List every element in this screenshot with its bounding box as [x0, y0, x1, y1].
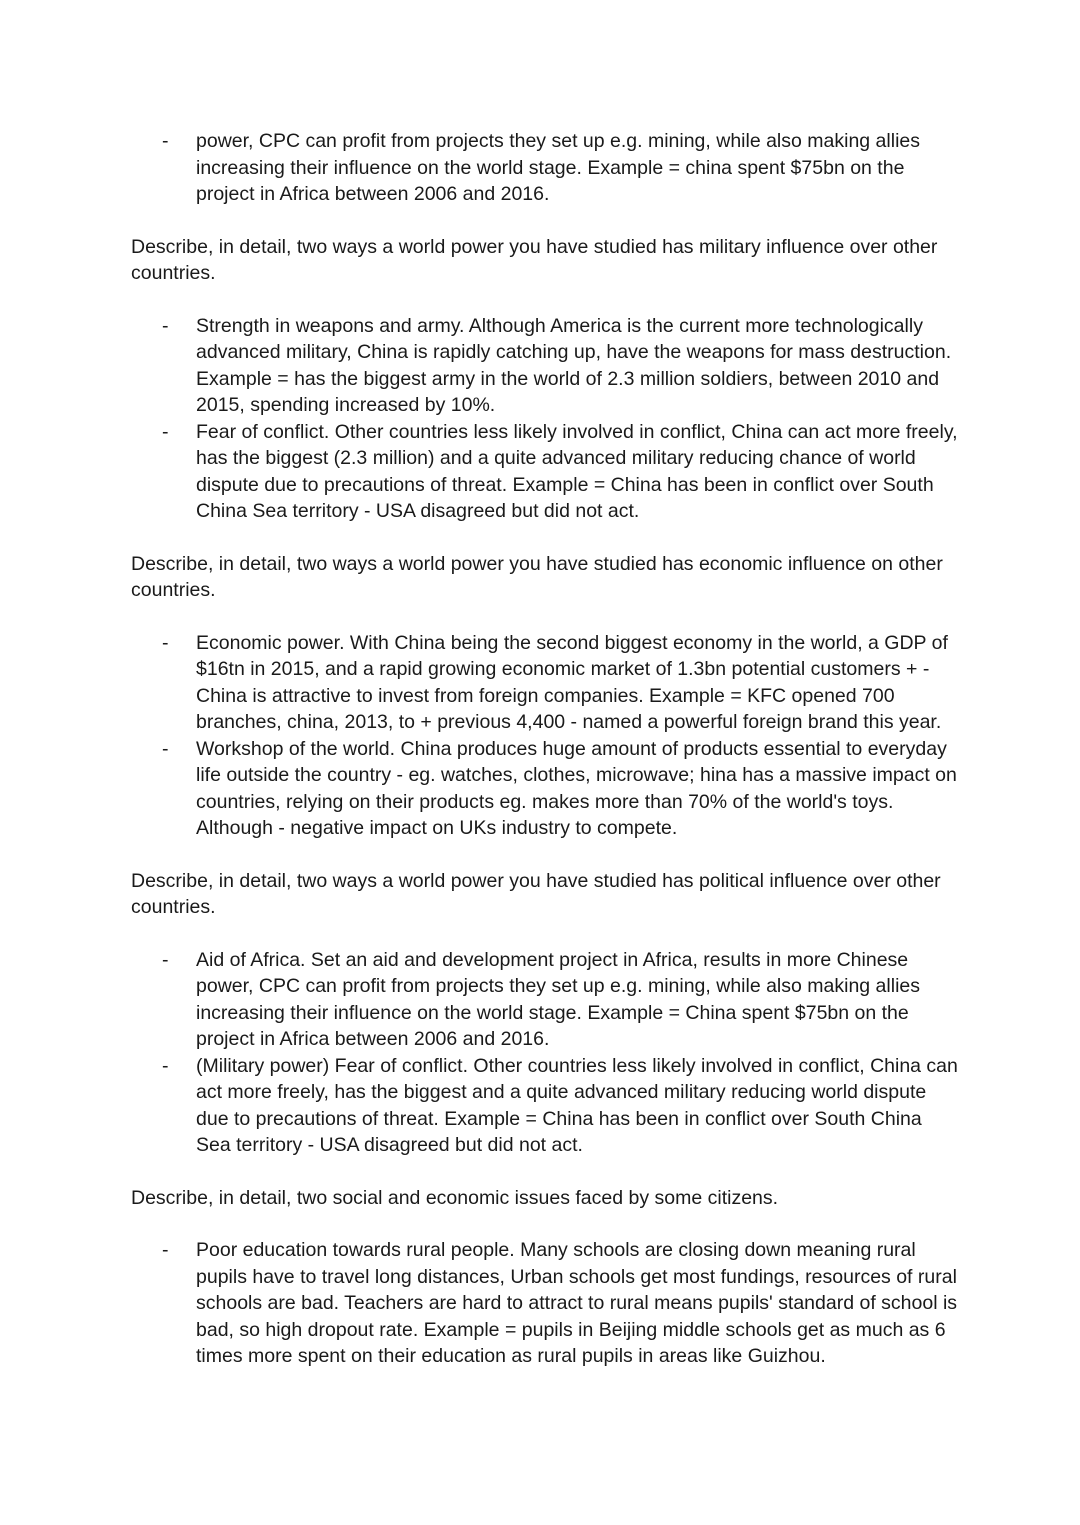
bullet-dash: -	[162, 631, 169, 654]
question-heading: Describe, in detail, two ways a world power you have studied has economic influence on other countries.	[131, 552, 943, 601]
question-heading: Describe, in detail, two social and economic issues faced by some citizens.	[131, 1186, 779, 1209]
bullet-dash: -	[162, 420, 169, 443]
bullet-dash: -	[162, 737, 169, 760]
answer-list	[131, 128, 961, 208]
bullet-dash: -	[162, 1239, 169, 1261]
bullet-dash: -	[162, 314, 169, 337]
answer-text: Poor education towards rural people. Many schools are closing down meaning rural pupils have to travel long distances, Urban schools get most fundings, resources of rural schools are bad. Teachers are hard to attract to rural means pupils' standard of school is bad, so high dropout rate. Example = pupils in Beijing middle schools get as much as 6 times more spent on their education as rural pupils in areas like Guizhou.	[196, 1239, 958, 1367]
answer-list	[131, 313, 961, 525]
answer-text: Workshop of the world. China produces huge amount of products essential to everyday life outside the country - eg. watches, clothes, microwave; hina has a massive impact on countries, relying on their products eg. makes more than 70% of the world's toys. Although - negative impact on UKs industry to compete.	[196, 737, 957, 839]
bullet-dash: -	[162, 130, 169, 152]
document-content	[131, 128, 961, 1370]
answer-text: Strength in weapons and army. Although America is the current more technologically advanced military, China is rapidly catching up, have the weapons for mass destruction. Example = has the biggest army in the world of 2.3 million soldiers, between 2010 and 2015, spending increased by 10%.	[196, 314, 952, 416]
bullet-dash: -	[162, 948, 169, 971]
bullet-dash: -	[162, 1054, 169, 1077]
answer-list	[131, 1237, 961, 1370]
answer-list	[131, 947, 961, 1159]
answer-text: Economic power. With China being the second biggest economy in the world, a GDP of $16tn in 2015, and a rapid growing economic market of 1.3bn potential customers + - China is attractive to invest from foreign companies. Example = KFC opened 700 branches, china, 2013, to + previous 4,400 - named a powerful foreign brand this year.	[196, 631, 948, 733]
answer-item	[131, 947, 961, 1053]
answer-item	[131, 1053, 961, 1159]
answer-text: (Military power) Fear of conflict. Other countries less likely involved in conflict, China can act more freely, has the biggest and a quite advanced military reducing world dispute due to precautions of threat. Example = China has been in conflict over South China Sea territory - USA disagreed but did not act.	[196, 1054, 958, 1156]
answer-item	[131, 128, 961, 208]
answer-item	[131, 419, 961, 525]
answer-item	[131, 630, 961, 736]
answer-item	[131, 313, 961, 419]
question-heading: Describe, in detail, two ways a world power you have studied has political influence over other countries.	[131, 869, 941, 918]
answer-item	[131, 1237, 961, 1370]
answer-text: Aid of Africa. Set an aid and development project in Africa, results in more Chinese power, CPC can profit from projects they set up e.g. mining, while also making allies increasing their influence on the world stage. Example = China spent $75bn on the project in Africa between 2006 and 2016.	[196, 948, 920, 1050]
answer-text: power, CPC can profit from projects they set up e.g. mining, while also making allies increasing their influence on the world stage. Example = china spent $75bn on the project in Africa between 2006 and 2016.	[196, 130, 920, 205]
answer-list	[131, 630, 961, 842]
question-heading: Describe, in detail, two ways a world power you have studied has military influence over other countries.	[131, 235, 938, 284]
answer-item	[131, 736, 961, 842]
answer-text: Fear of conflict. Other countries less likely involved in conflict, China can act more freely, has the biggest (2.3 million) and a quite advanced military reducing chance of world dispute due to precautions of threat. Example = China has been in conflict over South China Sea territory - USA disagreed but did not act.	[196, 420, 958, 522]
